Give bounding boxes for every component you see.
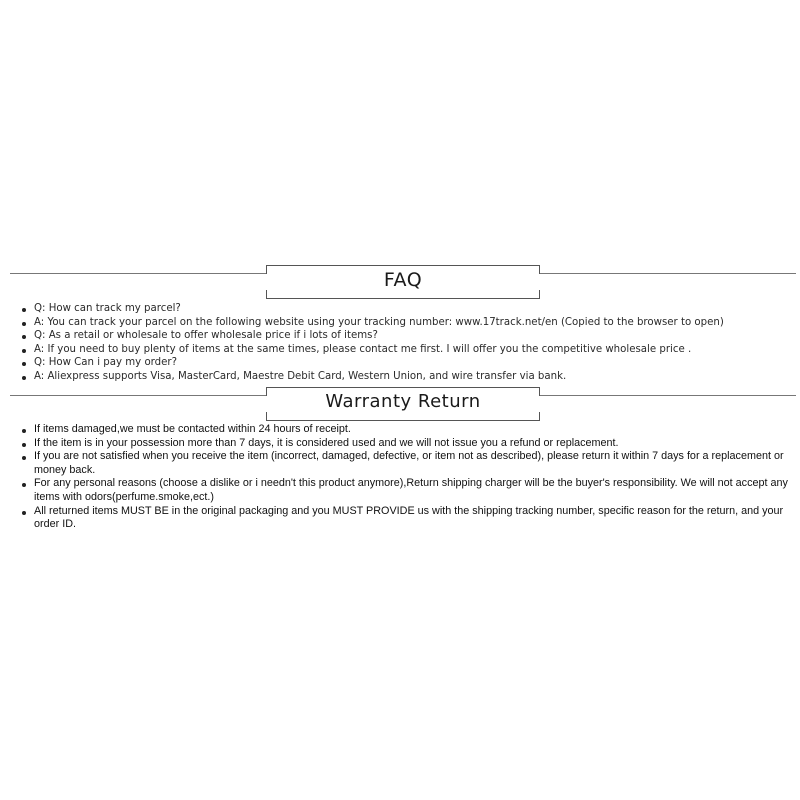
header-frame <box>266 387 540 421</box>
faq-item-question: Q: How can track my parcel? <box>34 302 786 316</box>
faq-item-answer: A: You can track your parcel on the following website using your tracking number: www.17track.net/en (Copied to the browser to open) <box>34 316 786 330</box>
divider-line <box>540 395 796 396</box>
divider-line <box>540 273 796 274</box>
warranty-item: If items damaged,we must be contacted within 24 hours of receipt. <box>34 423 790 437</box>
warranty-item: For any personal reasons (choose a dislike or i needn't this product anymore),Return shipping charger will be the buyer's responsibility. We will not accept any items with odors(perfume.smoke,ect.) <box>34 477 790 504</box>
warranty-item: If the item is in your possession more than 7 days, it is considered used and we will not issue you a refund or replacement. <box>34 437 790 451</box>
faq-list <box>0 302 786 384</box>
faq-item-question: Q: How Can i pay my order? <box>34 356 786 370</box>
header-frame <box>266 265 540 299</box>
faq-title: FAQ <box>383 269 423 291</box>
faq-item-question: Q: As a retail or wholesale to offer wholesale price if i lots of items? <box>34 329 786 343</box>
faq-item-answer: A: If you need to buy plenty of items at the same times, please contact me first. I will offer you the competitive wholesale price . <box>34 343 786 357</box>
warranty-section-header <box>10 387 796 421</box>
warranty-item: If you are not satisfied when you receive the item (incorrect, damaged, defective, or item not as described), please return it within 7 days for a replacement or money back. <box>34 450 790 477</box>
faq-section-header <box>10 265 796 299</box>
faq-item-answer: A: Aliexpress supports Visa, MasterCard, Maestre Debit Card, Western Union, and wire transfer via bank. <box>34 370 786 384</box>
warranty-item: All returned items MUST BE in the original packaging and you MUST PROVIDE us with the shipping tracking number, specific reason for the return, and your order ID. <box>34 505 790 532</box>
warranty-title: Warranty Return <box>325 391 481 412</box>
warranty-list <box>0 423 790 532</box>
divider-line <box>10 273 266 274</box>
divider-line <box>10 395 266 396</box>
